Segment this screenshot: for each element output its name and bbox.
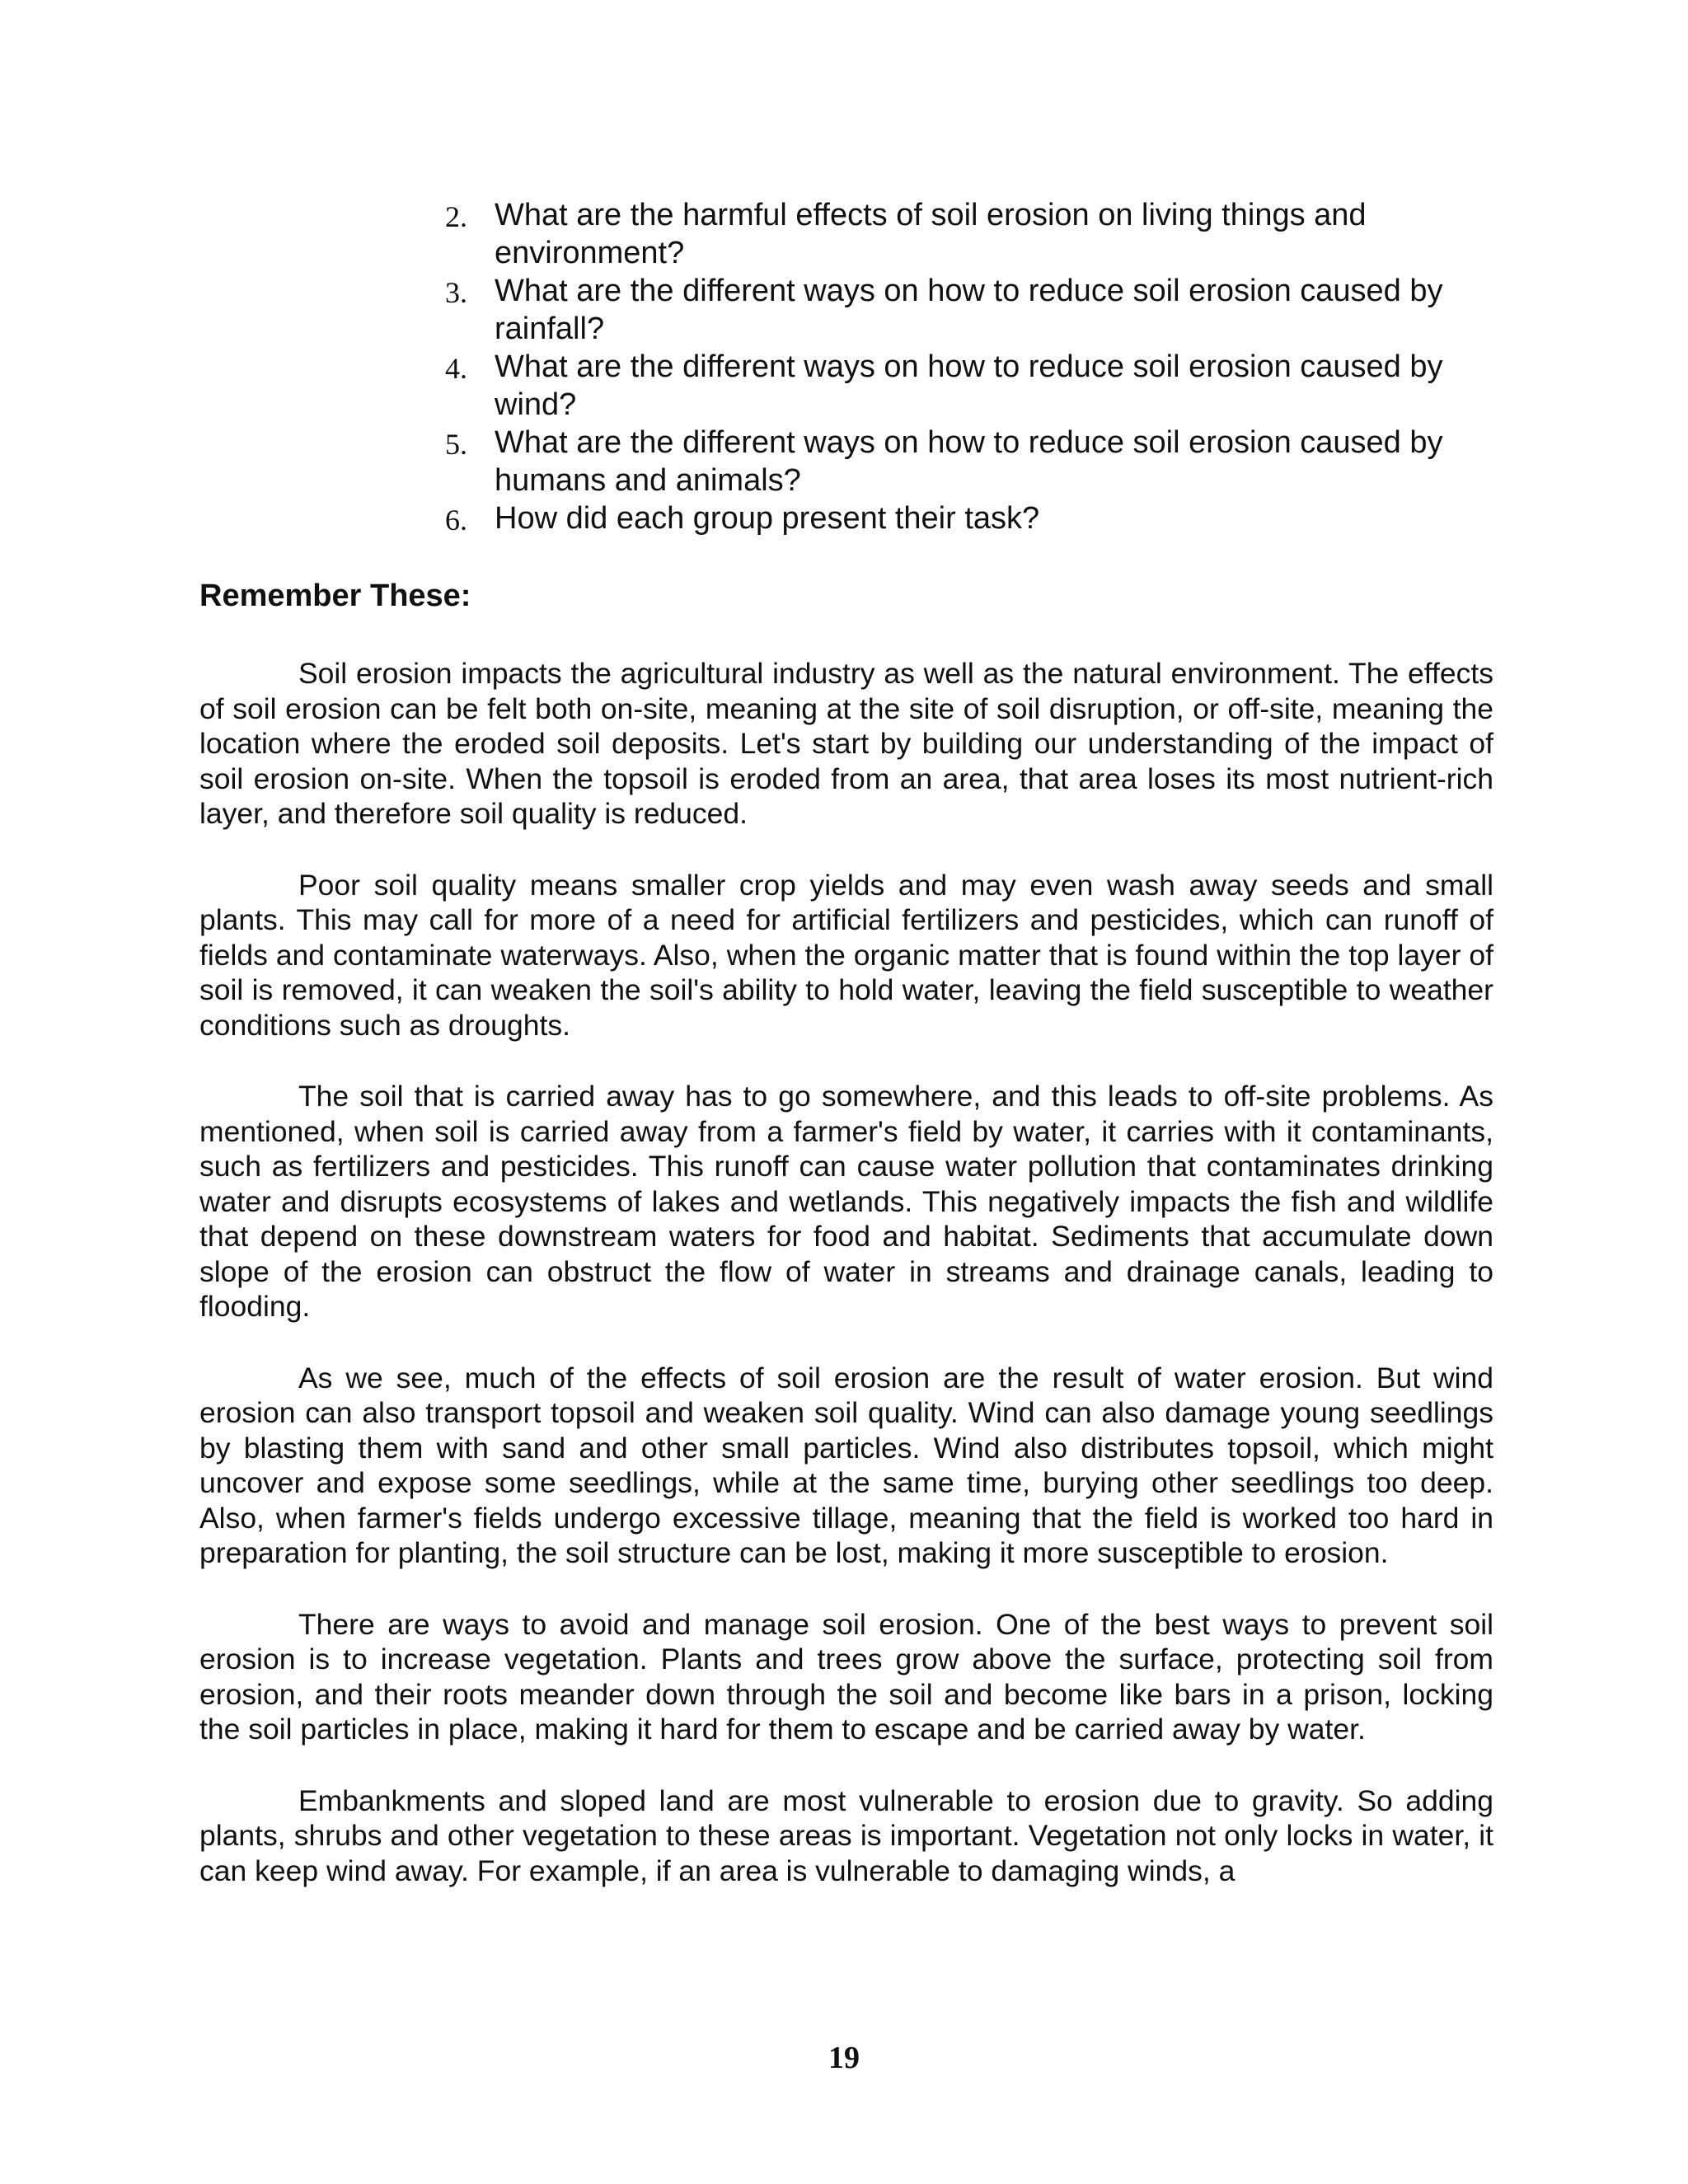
question-list xyxy=(445,196,1467,539)
paragraph: Poor soil quality means smaller crop yields and may even wash away seeds and small plants. This may call for more of a need for artificial fertilizers and pesticides, which can runoff of fields and contaminate waterways. Also, when the organic matter that is found within the top layer of soil is removed, it can weaken the soil's ability to hold water, leaving the field susceptible to weather conditions such as droughts. xyxy=(199,868,1493,1042)
question-text: What are the different ways on how to reduce soil erosion caused by humans and animals? xyxy=(495,425,1443,498)
list-item xyxy=(445,424,1467,499)
paragraph: The soil that is carried away has to go somewhere, and this leads to off-site problems. As mentioned, when soil is carried away from a farmer's field by water, it carries with it contaminants, such as fertilizers and pesticides. This runoff can cause water pollution that contaminates drinking water and disrupts ecosystems of lakes and wetlands. This negatively impacts the fish and wildlife that depend on these downstream waters for food and habitat. Sediments that accumulate down slope of the erosion can obstruct the flow of water in streams and drainage canals, leading to flooding. xyxy=(199,1080,1493,1323)
question-text: What are the harmful effects of soil erosion on living things and environment? xyxy=(495,198,1367,270)
list-item xyxy=(445,272,1467,348)
question-number: 6. xyxy=(445,504,467,537)
list-item xyxy=(445,196,1467,272)
question-text: What are the different ways on how to reduce soil erosion caused by rainfall? xyxy=(495,274,1443,346)
section-heading: Remember These: xyxy=(199,579,471,613)
paragraph: There are ways to avoid and manage soil erosion. One of the best ways to prevent soil erosion is to increase vegetation. Plants and trees grow above the surface, protecting soil from erosion, and their roots meander down through the soil and become like bars in a prison, locking the soil particles in place, making it hard for them to escape and be carried away by water. xyxy=(199,1607,1493,1746)
page-number: 19 xyxy=(828,2041,860,2075)
list-item xyxy=(445,499,1467,539)
paragraph: As we see, much of the effects of soil erosion are the result of water erosion. But wind erosion can also transport topsoil and weaken soil quality. Wind can also damage young seedlings by blasting them with sand and other small particles. Wind also distributes topsoil, which might uncover and expose some seedlings, while at the same time, burying other seedlings too deep. Also, when farmer's fields undergo excessive tillage, meaning that the field is worked too hard in preparation for planting, the soil structure can be lost, making it more susceptible to erosion. xyxy=(199,1361,1493,1569)
paragraph: Embankments and sloped land are most vulnerable to erosion due to gravity. So adding plants, shrubs and other vegetation to these areas is important. Vegetation not only locks in water, it can keep wind away. For example, if an area is vulnerable to damaging winds, a xyxy=(199,1783,1493,1887)
paragraph: Soil erosion impacts the agricultural industry as well as the natural environment. The effects of soil erosion can be felt both on-site, meaning at the site of soil disruption, or off-site, meaning the location where the eroded soil deposits. Let's start by building our understanding of the impact of soil erosion on-site. When the topsoil is eroded from an area, that area loses its most nutrient-rich layer, and therefore soil quality is reduced. xyxy=(199,657,1493,830)
question-number: 3. xyxy=(445,276,467,309)
question-number: 2. xyxy=(445,200,467,233)
list-item xyxy=(445,348,1467,424)
body-text xyxy=(199,656,1493,1924)
question-text: What are the different ways on how to reduce soil erosion caused by wind? xyxy=(495,349,1443,422)
question-number: 5. xyxy=(445,428,467,461)
question-text: How did each group present their task? xyxy=(495,501,1040,536)
question-number: 4. xyxy=(445,352,467,385)
